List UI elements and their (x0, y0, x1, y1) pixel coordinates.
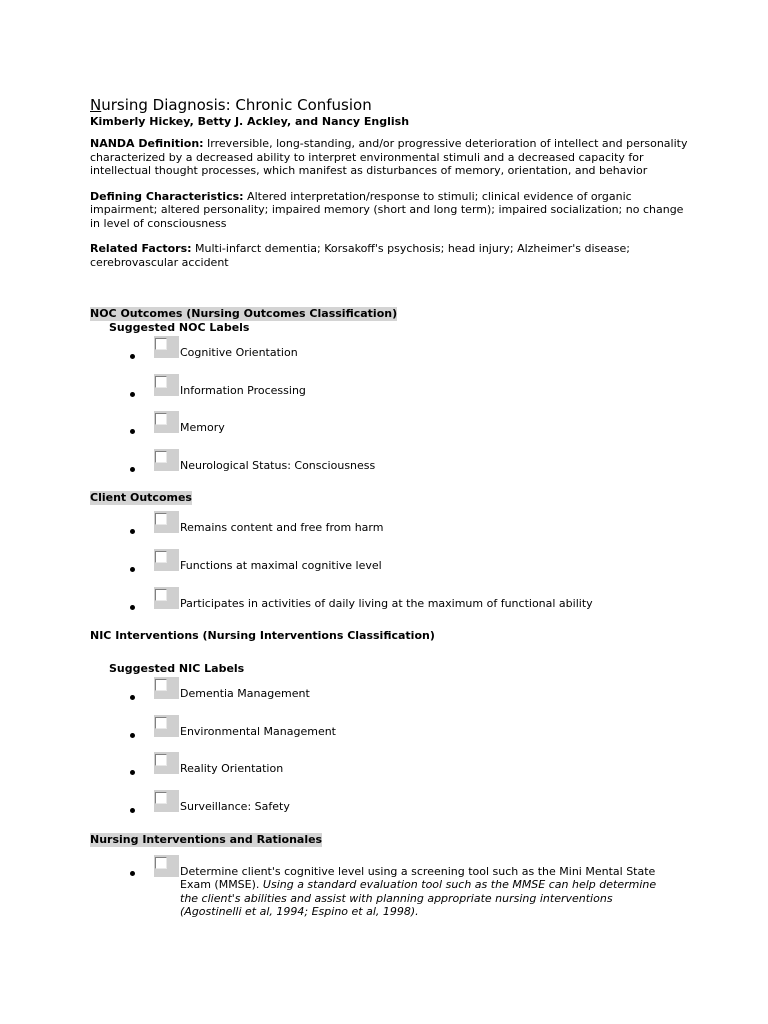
noc-item-label: Memory (180, 421, 225, 435)
page-title (90, 95, 690, 115)
client-outcome-label: Participates in activities of daily living at the maximum of functional ability (180, 596, 593, 610)
list-item (90, 411, 690, 449)
bullet-icon (130, 695, 135, 700)
list-item (90, 752, 690, 790)
list-item (90, 336, 690, 374)
bullet-icon (130, 467, 135, 472)
list-item (90, 587, 690, 625)
nic-item-label: Dementia Management (180, 687, 310, 701)
related-factors (90, 242, 690, 269)
nic-item-label: Surveillance: Safety (180, 799, 290, 813)
nic-list (90, 677, 690, 827)
checkbox[interactable] (154, 411, 179, 433)
checkbox[interactable] (154, 549, 179, 571)
defining-characteristics-label: Defining Characteristics: (90, 189, 244, 203)
checkbox[interactable] (154, 677, 179, 699)
noc-item-label: Neurological Status: Consciousness (180, 458, 376, 472)
bullet-icon (130, 733, 135, 738)
checkbox[interactable] (154, 336, 179, 358)
authors: Kimberly Hickey, Betty J. Ackley, and Nancy English (90, 115, 410, 128)
defining-characteristics (90, 190, 690, 231)
list-item (90, 715, 690, 753)
bullet-icon (130, 808, 135, 813)
nic-heading: NIC Interventions (Nursing Interventions Classification) (90, 629, 435, 643)
checkbox[interactable] (154, 752, 179, 774)
bullet-icon (130, 605, 135, 610)
intervention-rationale: Using a standard evaluation tool such as the MMSE can help determine the client's abilities and assist with planning appropriate nursing interventions (Agostinelli et al, 1994; Espino et al, 1998). (180, 878, 657, 919)
bullet-icon (130, 354, 135, 359)
defining-characteristics-text: Altered interpretation/response to stimuli; clinical evidence of organic impairment; altered personality; impaired memory (short and long term); impaired socialization; no change in level of consciousness (90, 189, 684, 230)
client-outcomes-heading: Client Outcomes (90, 491, 192, 505)
nic-item-label: Reality Orientation (180, 762, 284, 776)
checkbox[interactable] (154, 587, 179, 609)
bullet-icon (130, 871, 135, 876)
client-outcome-label: Remains content and free from harm (180, 521, 384, 535)
noc-list (90, 336, 690, 486)
list-item (90, 549, 690, 587)
bullet-icon (130, 529, 135, 534)
bullet-icon (130, 770, 135, 775)
related-factors-label: Related Factors: (90, 242, 192, 255)
client-outcome-label: Functions at maximal cognitive level (180, 558, 382, 572)
definition-text: Irreversible, long-standing, and/or progressive deterioration of intellect and personality characterized by a decreased ability to interpret environmental stimuli and a decreased capacity for intellectual thought processes, which manifest as disturbances of memory, orientation, and behavior (90, 137, 688, 177)
nic-item-label: Environmental Management (180, 724, 336, 738)
title-first-letter: N (90, 96, 102, 114)
nic-subheading: Suggested NIC Labels (109, 662, 245, 676)
checkbox[interactable] (154, 715, 179, 737)
client-outcomes-list (90, 511, 690, 624)
related-factors-text: Multi-infarct dementia; Korsakoff's psychosis; head injury; Alzheimer's disease; cerebrovascular accident (90, 242, 630, 269)
noc-subheading: Suggested NOC Labels (109, 321, 250, 334)
title-rest: ursing Diagnosis: Chronic Confusion (101, 96, 372, 114)
noc-item-label: Cognitive Orientation (180, 346, 298, 359)
checkbox[interactable] (154, 855, 179, 877)
checkbox[interactable] (154, 374, 179, 396)
list-item (90, 374, 690, 412)
bullet-icon (130, 392, 135, 397)
list-item (90, 790, 690, 828)
bullet-icon (130, 567, 135, 572)
checkbox[interactable] (154, 511, 179, 533)
noc-item-label: Information Processing (180, 383, 306, 397)
bullet-icon (130, 429, 135, 434)
nanda-definition (90, 137, 690, 178)
list-item (90, 677, 690, 715)
intervention-text: Determine client's cognitive level using a screening tool such as the Mini Mental State Exam (MMSE). (180, 864, 656, 892)
checkbox[interactable] (154, 790, 179, 812)
list-item (90, 511, 690, 549)
interventions-heading: Nursing Interventions and Rationales (90, 832, 323, 846)
noc-heading: NOC Outcomes (Nursing Outcomes Classification) (90, 307, 398, 320)
intervention-item (90, 855, 690, 919)
checkbox[interactable] (154, 449, 179, 471)
definition-label: NANDA Definition: (90, 137, 204, 150)
list-item (90, 449, 690, 487)
document-page (90, 95, 690, 919)
